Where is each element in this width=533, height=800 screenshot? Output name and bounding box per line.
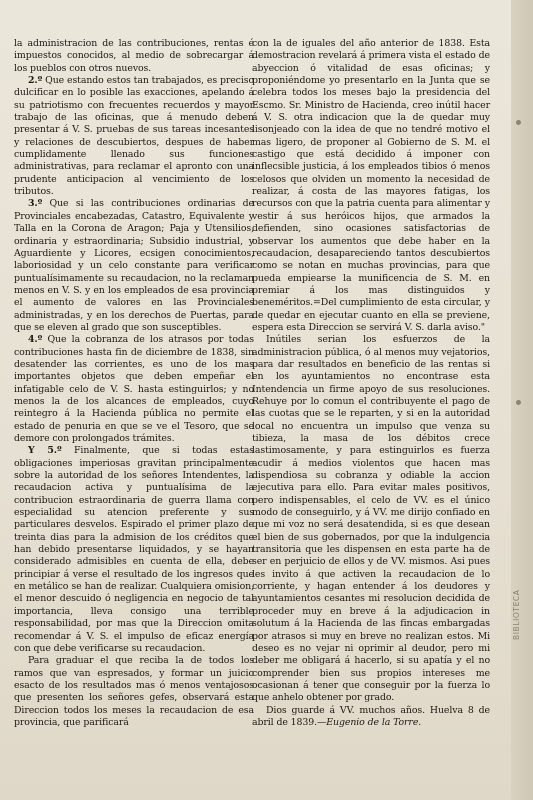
closing-line bbox=[252, 705, 490, 730]
paragraph-3 bbox=[14, 198, 254, 334]
paragraph-text: Finalmente, que si todas estas obligaciones imperiosas gravitan principalmente sobre la autoridad de los señores Intendentes, la recaudacion activa y puntualísima de la contribucion estraordinaria de guerra llama con especialidad su atencion preferente y sus particulares desvelos. Espirado el primer plazo de treinta dias para la admision de los créditos que han debido presentarse liquidados, y se hayan considerado admisibles en cuenta de ella, debe principiar á verse el resultado de los ingresos que en metálico se han de realizar. Cualquiera omision, el menor descuido ó negligencia en negocio de tal importancia, lleva consigo una terrible responsabilidad, por mas que la Direccion omita recomendar á V. S. el impulso de eficaz energía con que debe verificarse su recaudacion. bbox=[14, 445, 254, 654]
library-stamp: BIBLIOTECA bbox=[512, 589, 521, 641]
page-edge bbox=[511, 0, 533, 800]
paragraph: la administracion de las contribuciones, rentas é impuestos conocidos, al medio de sobrecargar á los pueblos con otros nuevos. bbox=[14, 38, 254, 74]
paragraph-2: Inútiles serian los esfuerzos de la administracion pública, ó al menos muy vejatorios, para dar resultados en beneficio de las rentas si en los ayuntamientos no encontrase esta Intendencia un firme apoyo de sus resoluciones. Rehuye por lo comun el contribuyente el pago de las cuotas que se le reparten, y si en la autoridad local no encuentra un impulso que venza su tibieza, la masa de los débitos crece lastimosamente, y para estinguirlos es fuerza acudir á medios violentos que hacen mas dispendiosa su cobranza y odiable la accion ejecutiva para ello. Para evitar males positivos, pero indispensables, el celo de VV. es el único modo de conseguirlo, y á VV. me dirijo confiado en que mi voz no será desatendida, si es que desean el bien de sus gobernados, por que la indulgencia transitoria que les dispensen en esta parte ha de ser en perjuicio de ellos y de VV. mismos. Asi pues les invito á que activen la recaudacion de lo corriente, y hagan entender á los deudores y ayuntamientos cesantes mi resolucion decidida de proceder muy en breve á la adjudicacion in solutum á la Hacienda de las fincas embargadas por atrasos si muy en breve no realizan estos. Mi deseo es no vejar ni oprimir al deudor, pero mi deber me obligará á hacerlo, si su apatía y el no comprender bien sus propios intereses me ocasionan á tener que conseguir por la fuerza lo que anhelo obtener por grado. bbox=[252, 334, 490, 704]
item-number: 4.º bbox=[28, 334, 43, 346]
paragraph-2 bbox=[14, 75, 254, 198]
paragraph-4 bbox=[14, 334, 254, 445]
paragraph-6: Para graduar el que reciba la de todos los ramos que van espresados, y formar un juicio esacto de los resultados mas ó menos ventajosos que presenten los señores gefes, observará esta Direccion todos los meses la recaudacion de esa provincia, que parificará bbox=[14, 655, 254, 728]
left-column bbox=[14, 38, 254, 729]
right-column bbox=[252, 38, 490, 729]
item-number: 3.º bbox=[28, 198, 43, 210]
paragraph-text: Que si las contribuciones ordinarias de Provinciales encabezadas, Catastro, Equivalente y Talla en la Corona de Aragon; Paja y Utensilios, ordinaria y estraordinaria; Subsidio industrial, y Aguardiente y Licores, ecsigen conocimientos, laboriosidad y un celo constante para verificar puntualísimamente su recaudacion, no la reclaman menos en V. S. y en los empleados de esa provincia el aumento de valores en las Provinciales administradas, y en los derechos de Puertas, para que se eleven al grado que son susceptibles. bbox=[14, 198, 254, 333]
paragraph-text: Que estando estos tan trabajados, es preciso dulcificar en lo posible las exacciones, apelando á su patriotismo con frecuentes recuerdos y mayor trabajo de las oficinas, que á menudo deben presentar á V. S. pruebas de sus tareas incesantes y relaciones de descubiertos, despues de haber cumplidamente llenado sus funciones administrativas, para reclamar el apronto con una prudente anticipacion al vencimiento de los tributos. bbox=[14, 75, 254, 198]
paragraph-5 bbox=[14, 445, 254, 655]
binding-hole-icon bbox=[516, 120, 521, 125]
closing-text: Dios guarde á VV. muchos años. Huelva 8 de abril de 1839.— bbox=[252, 704, 490, 728]
paragraph: con la de iguales del año anterior de 1838. Esta demostracion revelará á primera vista el estado de abyeccion ó vitalidad de esas oficinas; y proponiéndome yo presentarlo en la Junta que se celebra todos los meses bajo la presidencia del Escmo. Sr. Ministro de Hacienda, creo inútil hacer á V. S. otra indicacion que la de quedar muy lisonjeado con la idea de que no tendré motivo el mas ligero, de proponer al Gobierno de S. M. el castigo que está decidido á imponer con inflecsible justicia, á los empleados tibios ó menos celosos que olviden un momento la necesidad de realizar, á costa de las mayores fatigas, los recursos con que la patria cuenta para alimentar y vestir á sus heróicos hijos, que armados la defienden, sino ocasiones satisfactorias de observar los aumentos que debe haber en la recaudacion, desapareciendo tantos descubiertos como se notan en muchas provincias, para que pueda empiearse la munificencia de S. M. en premiar á los mas distinguidos y beneméritos.=Del cumplimiento de esta circular, y de quedar en ejecutar cuanto en ella se previene, espera esta Direccion se servirá V. S. darla aviso." bbox=[252, 38, 490, 333]
paragraph-text: Que la cobranza de los atrasos por todas contribuciones hasta fin de diciembre de 1838, sin desatender las corrientes, es uno de los mas importantes objetos que deben empeñar el infatigable celo de V. S. hasta estinguirlos; y no menos la de los alcances de empleados, cuyo reintegro á la Hacienda pública no permite el estado de penuria en que se ve el Tesoro, que se demore con prolongados trámites. bbox=[14, 334, 254, 444]
binding-hole-icon bbox=[516, 400, 521, 405]
item-number: 2.º bbox=[28, 75, 43, 87]
signature: Eugenio de la Torre. bbox=[326, 716, 422, 728]
item-number: Y 5.º bbox=[28, 445, 62, 457]
